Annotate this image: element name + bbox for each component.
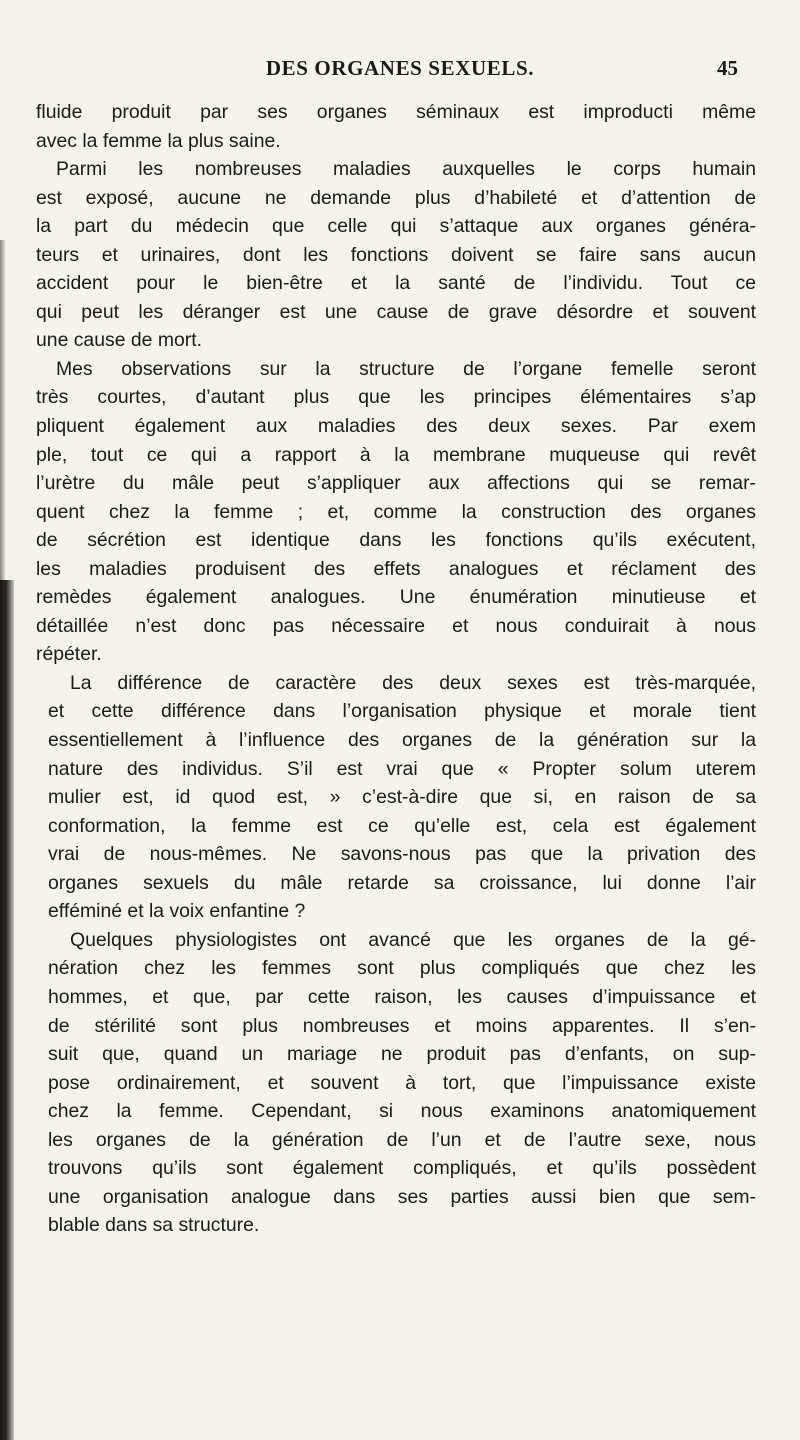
- running-head: [0, 56, 800, 86]
- text-line: trouvons qu’ils sont également compliqués, et qu’ils possèdent: [48, 1157, 756, 1180]
- text-line: de stérilité sont plus nombreuses et moins apparentes. Il s’en-: [48, 1014, 756, 1037]
- text-line: blable dans sa structure.: [48, 1214, 260, 1237]
- text-line: une organisation analogue dans ses parties aussi bien que sem-: [48, 1185, 756, 1208]
- text-line: vrai de nous-mêmes. Ne savons-nous pas que la privation des: [48, 843, 756, 866]
- text-line: fluide produit par ses organes séminaux est improducti même: [36, 101, 756, 123]
- body-text: [36, 98, 756, 1240]
- text-line: mulier est, id quod est, » c’est-à-dire que si, en raison de sa: [48, 786, 756, 809]
- paragraph-continuation: [36, 98, 756, 155]
- text-line: détaillée n’est donc pas nécessaire et nous conduirait à nous: [36, 614, 756, 637]
- text-line: les maladies produisent des effets analogues et réclament des: [36, 557, 756, 580]
- text-line: suit que, quand un mariage ne produit pas d’enfants, on sup-: [48, 1043, 756, 1066]
- running-title: DES ORGANES SEXUELS.: [265, 56, 535, 80]
- paragraph-difference: [36, 669, 756, 926]
- binding-shadow: [0, 580, 14, 1440]
- binding-shadow-upper: [0, 240, 6, 580]
- text-line: efféminé et la voix enfantine ?: [48, 900, 306, 923]
- text-line: teurs et urinaires, dont les fonctions doivent se faire sans aucun: [36, 243, 756, 266]
- text-line: nature des individus. S’il est vrai que « Propter solum uterem: [48, 757, 756, 780]
- lower-text: [36, 669, 756, 1240]
- text-line: les organes de la génération de l’un et de l’autre sexe, nous: [48, 1128, 756, 1151]
- text-line: de sécrétion est identique dans les fonctions qu’ils exécutent,: [36, 529, 756, 552]
- text-line: chez la femme. Cependant, si nous examinons anatomiquement: [48, 1100, 756, 1123]
- text-line: essentiellement à l’influence des organes de la génération sur la: [48, 729, 756, 752]
- text-line: conformation, la femme est ce qu’elle est, cela est également: [48, 814, 756, 837]
- text-line: hommes, et que, par cette raison, les causes d’impuissance et: [48, 985, 756, 1008]
- text-line: la part du médecin que celle qui s’attaque aux organes généra-: [36, 215, 756, 238]
- text-line: accident pour le bien-être et la santé de l’individu. Tout ce: [36, 272, 756, 295]
- text-line: Quelques physiologistes ont avancé que les organes de la gé-: [70, 928, 756, 951]
- text-line: avec la femme la plus saine.: [36, 129, 281, 152]
- text-line: organes sexuels du mâle retarde sa croissance, lui donne l’air: [48, 871, 756, 894]
- text-line: La différence de caractère des deux sexes est très-marquée,: [70, 671, 756, 694]
- paragraph-physiologists: [36, 926, 756, 1240]
- text-line: très courtes, d’autant plus que les principes élémentaires s’ap: [36, 386, 756, 409]
- text-line: Mes observations sur la structure de l’organe femelle seront: [56, 357, 756, 380]
- text-line: Parmi les nombreuses maladies auxquelles le corps humain: [56, 158, 756, 181]
- text-line: quent chez la femme ; et, comme la construction des organes: [36, 500, 756, 523]
- text-line: remèdes également analogues. Une énumération minutieuse et: [36, 586, 756, 609]
- text-line: pliquent également aux maladies des deux sexes. Par exem: [36, 415, 756, 438]
- text-line: est exposé, aucune ne demande plus d’habileté et d’attention de: [36, 186, 756, 209]
- text-line: ple, tout ce qui a rapport à la membrane muqueuse qui revêt: [36, 443, 756, 466]
- page-number: 45: [717, 56, 738, 80]
- text-line: une cause de mort.: [36, 329, 202, 352]
- text-line: pose ordinairement, et souvent à tort, que l’impuissance existe: [48, 1071, 756, 1094]
- text-line: nération chez les femmes sont plus compliqués que chez les: [48, 957, 756, 980]
- text-line: répéter.: [36, 643, 102, 666]
- paragraph-observations: [36, 355, 756, 669]
- paragraph-diseases: [36, 155, 756, 355]
- text-line: qui peut les déranger est une cause de grave désordre et souvent: [36, 300, 756, 323]
- text-line: et cette différence dans l’organisation physique et morale tient: [48, 700, 756, 723]
- text-line: l’urètre du mâle peut s’appliquer aux affections qui se remar-: [36, 472, 756, 495]
